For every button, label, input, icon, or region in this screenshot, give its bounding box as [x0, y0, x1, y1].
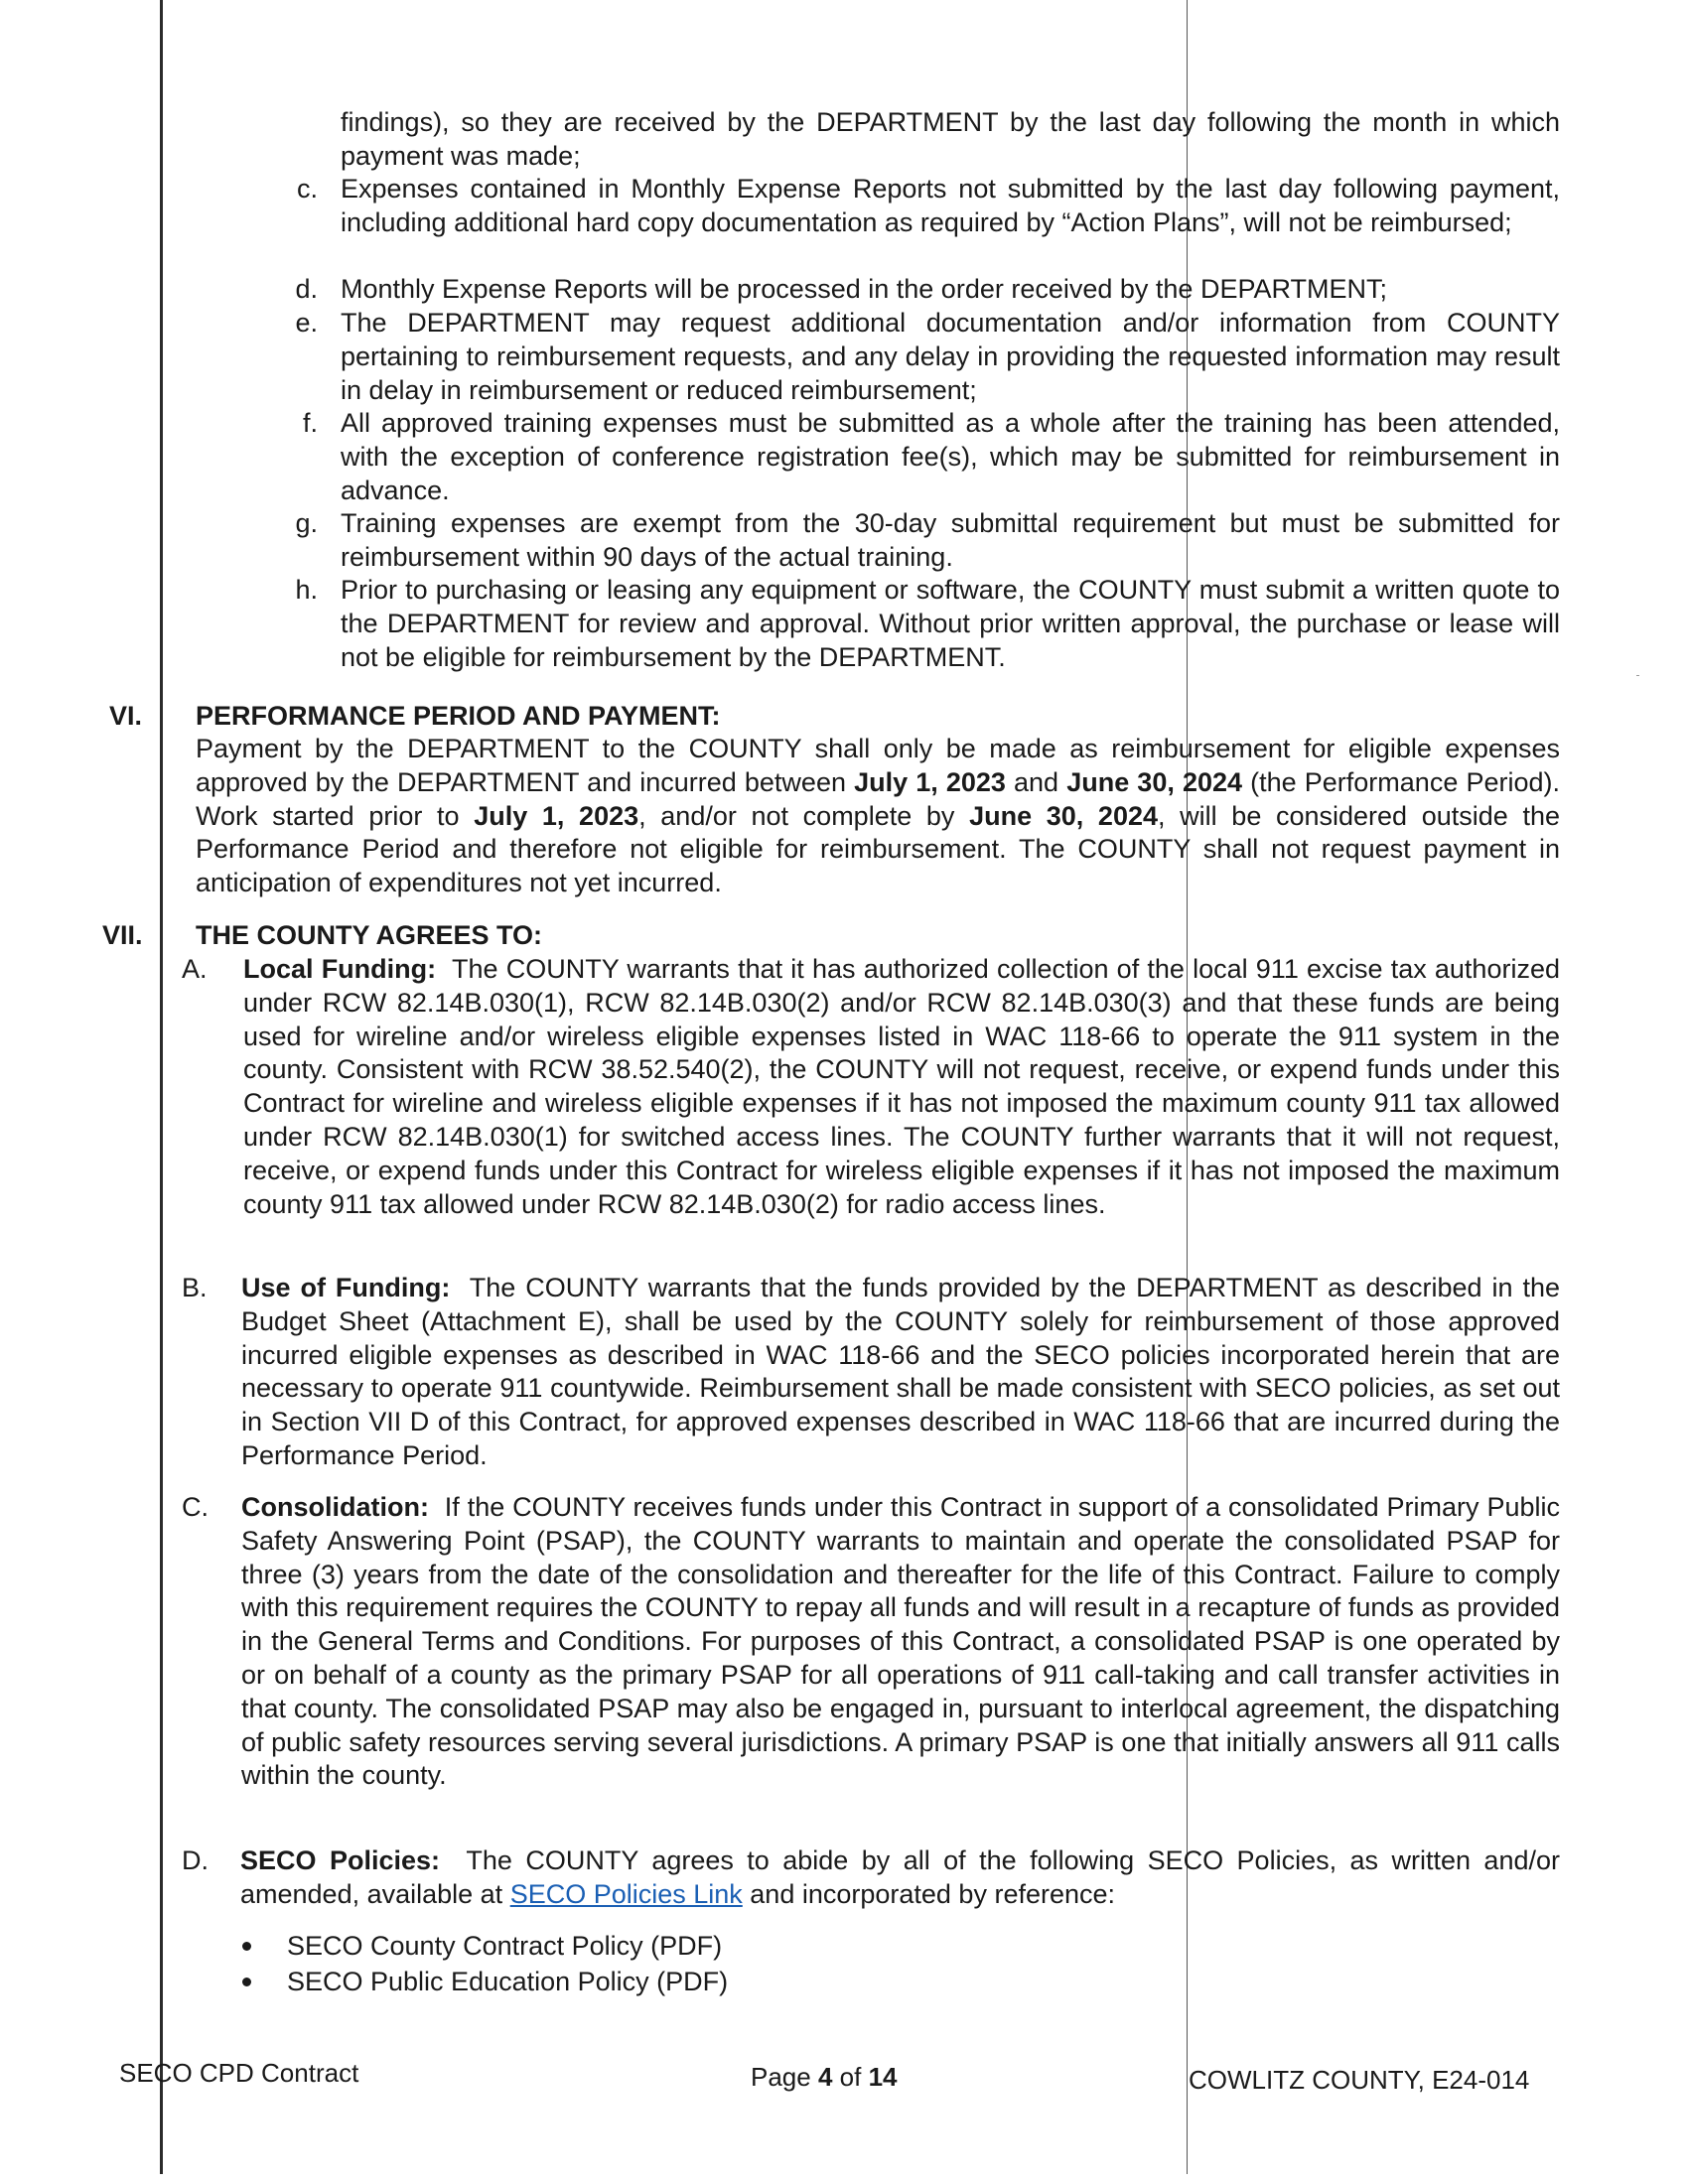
- list-item-text: Monthly Expense Reports will be processed in the order received by the DEPARTMENT;: [341, 274, 1387, 304]
- section-numeral: VI.: [109, 701, 143, 731]
- list-item-text: Prior to purchasing or leasing any equipment or software, the COUNTY must submit a written quote to the DEPARTMENT for review and approval. Without prior written approval, the purchase or lease will not be eligible for reimbursement by the DEPARTMENT.: [341, 575, 1560, 672]
- continued-item-text: findings), so they are received by the DEPARTMENT by the last day following the month in which payment was made;: [341, 107, 1560, 171]
- bullet-dot: [242, 1942, 251, 1951]
- subsection-letter: C.: [182, 1492, 209, 1522]
- list-item-text: The DEPARTMENT may request additional documentation and/or information from COUNTY pertaining to reimbursement requests, and any delay in providing the requested information may result in delay in reimbursement or reduced reimbursement;: [341, 308, 1560, 405]
- list-item-text: Expenses contained in Monthly Expense Reports not submitted by the last day following payment, including additional hard copy documentation as required by “Action Plans”, will not be reimbursed;: [341, 174, 1560, 237]
- scan-speck: [1636, 675, 1639, 676]
- footer-page-number: Page 4 of 14: [751, 2062, 898, 2092]
- list-letter: d.: [295, 274, 318, 304]
- subsection-c-text: Consolidation: If the COUNTY receives funds under this Contract in support of a consolidated Primary Public Safety Answering Point (PSAP), the COUNTY warrants to maintain and operate the consolidated PSAP for three (3) years from the date of the consolidation and thereafter for the life of this Contract. Failure to comply with this requirement requires the COUNTY to repay all funds and will result in a recapture of funds as provided in the General Terms and Conditions. For purposes of this Contract, a consolidated PSAP is one operated by or on behalf of a county as the primary PSAP for all operations of 911 call-taking and call transfer activities in that county. The consolidated PSAP may also be engaged in, pursuant to interlocal agreement, the dispatching of public safety resources serving several jurisdictions. A primary PSAP is one that initially answers all 911 calls within the county.: [241, 1492, 1560, 1791]
- seco-policies-link[interactable]: SECO Policies Link: [509, 1878, 743, 1909]
- list-letter: c.: [296, 174, 318, 204]
- subsection-letter: A.: [182, 954, 208, 984]
- subsection-b-text: Use of Funding: The COUNTY warrants that the funds provided by the DEPARTMENT as described in the Budget Sheet (Attachment E), shall be used by the COUNTY solely for reimbursement of those approved incurred eligible expenses as described in WAC 118-66 and the SECO policies incorporated herein that are necessary to operate 911 countywide. Reimbursement shall be made consistent with SECO policies, as set out in Section VII D of this Contract, for approved expenses described in WAC 118-66 that are incurred during the Performance Period.: [241, 1273, 1560, 1470]
- list-letter: f.: [302, 408, 318, 438]
- subsection-d-text: SECO Policies: The COUNTY agrees to abide by all of the following SECO Policies, as written and/or amended, available at SECO Policies Link and incorporated by reference:: [240, 1845, 1560, 1909]
- policy-bullet: [242, 1964, 1136, 1999]
- footer-right: COWLITZ COUNTY, E24-014: [1189, 2065, 1530, 2095]
- list-item-text: All approved training expenses must be submitted as a whole after the training has been attended, with the exception of conference registration fee(s), which may be submitted for reimbursement in advance.: [341, 408, 1560, 505]
- policy-bullet-text: SECO Public Education Policy (PDF): [287, 1967, 729, 1996]
- list-letter: e.: [295, 308, 318, 338]
- policy-bullet-text: SECO County Contract Policy (PDF): [287, 1931, 723, 1961]
- left-margin-line: [160, 0, 163, 2174]
- list-item-text: Training expenses are exempt from the 30-day submittal requirement but must be submitted for reimbursement within 90 days of the actual training.: [341, 508, 1560, 572]
- footer-left: SECO CPD Contract: [119, 2058, 359, 2088]
- list-letter: h.: [295, 575, 318, 605]
- list-letter: g.: [295, 508, 318, 538]
- bullet-dot: [242, 1978, 251, 1986]
- section-heading: THE COUNTY AGREES TO:: [196, 920, 543, 950]
- subsection-a-text: Local Funding: The COUNTY warrants that it has authorized collection of the local 911 excise tax authorized under RCW 82.14B.030(1), RCW 82.14B.030(2) and/or RCW 82.14B.030(3) and that these funds are being used for wireline and/or wireless eligible expenses listed in WAC 118-66 to operate the 911 system in the county. Consistent with RCW 38.52.540(2), the COUNTY will not request, receive, or expend funds under this Contract for wireline and wireless eligible expenses if it has not imposed the maximum county 911 tax allowed under RCW 82.14B.030(1) for switched access lines. The COUNTY further warrants that it will not request, receive, or expend funds under this Contract for wireless eligible expenses if it has not imposed the maximum county 911 tax allowed under RCW 82.14B.030(2) for radio access lines.: [243, 954, 1560, 1219]
- section-vi-paragraph: Payment by the DEPARTMENT to the COUNTY shall only be made as reimbursement for eligible expenses approved by the DEPARTMENT and incurred between July 1, 2023 and June 30, 2024 (the Performance Period). Work started prior to July 1, 2023, and/or not complete by June 30, 2024, will be considered outside the Performance Period and therefore not eligible for reimbursement. The COUNTY shall not request payment in anticipation of expenditures not yet incurred.: [196, 734, 1560, 898]
- section-heading: PERFORMANCE PERIOD AND PAYMENT:: [196, 701, 721, 731]
- subsection-letter: B.: [182, 1273, 208, 1302]
- subsection-letter: D.: [182, 1845, 209, 1875]
- section-numeral: VII.: [102, 920, 143, 950]
- policy-bullet: [242, 1928, 1136, 1964]
